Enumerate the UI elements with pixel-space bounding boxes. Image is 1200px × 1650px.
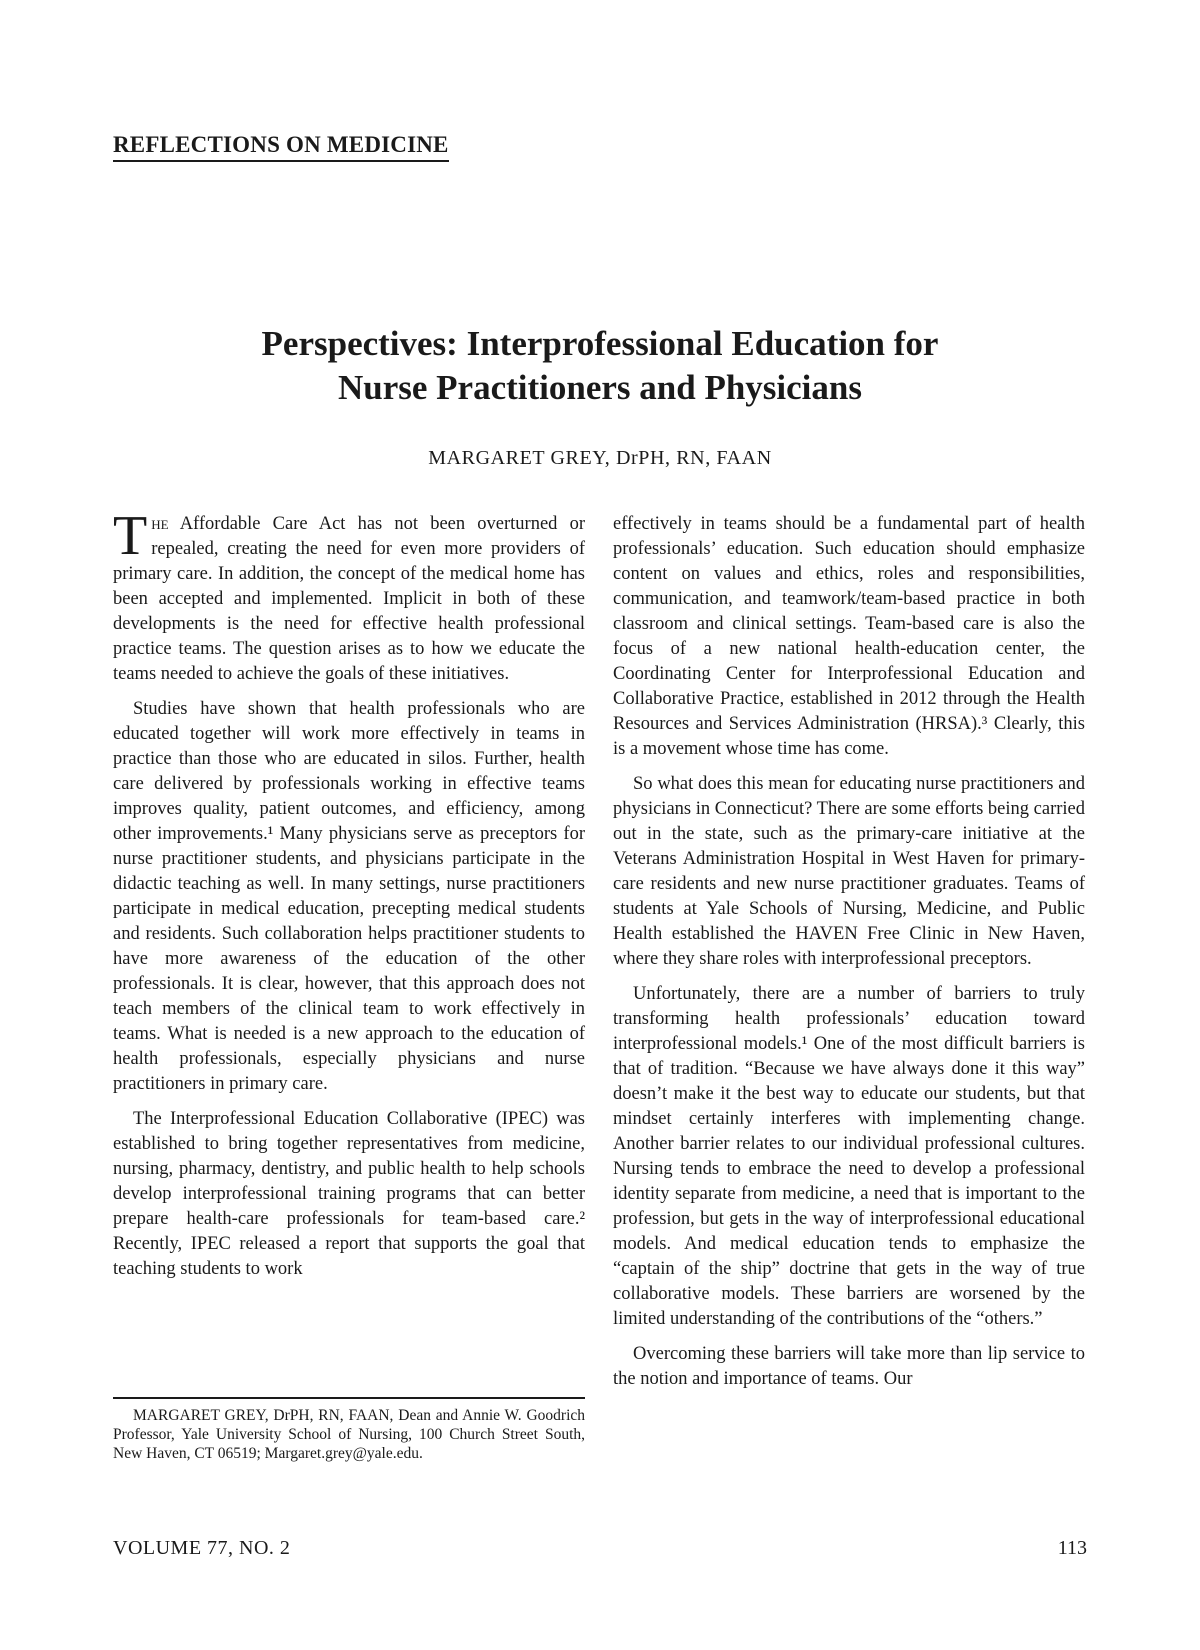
section-label: REFLECTIONS ON MEDICINE [113,132,449,162]
paragraph: Overcoming these barriers will take more than lip service to the notion and importance of teams. Our [613,1344,1085,1389]
paragraph-text: Affordable Care Act has not been overturned or repealed, creating the need for even more providers of primary care. In addition, the concept of the medical home has been accepted and implemented. Implicit in both of these developments is the need for effective health professional practice teams. The question arises as to how we educate the teams needed to achieve the goals of these initiatives. [113,514,585,684]
title-line-1: Perspectives: Interprofessional Education for [261,324,939,363]
footnote-divider [113,1397,585,1399]
paragraph: So what does this mean for educating nurse practitioners and physicians in Connecticut? There are some efforts being carried out in the state, such as the primary-care initiative at the Veterans Administration Hospital in West Haven for primary-care residents and new nurse practitioner graduates. Teams of students at Yale Schools of Nursing, Medicine, and Public Health established the HAVEN Free Clinic in New Haven, where they share roles with interprofessional preceptors. [613,774,1085,969]
article-title [100,322,1100,410]
page-number: 113 [1057,1537,1087,1559]
paragraph: Studies have shown that health professionals who are educated together will work more effectively in teams in practice than those who are educated in silos. Further, health care delivered by professionals working in effective teams improves quality, patient outcomes, and efficiency, among other improvements.¹ Many physicians serve as preceptors for nurse practitioner students, and physicians participate in the didactic teaching as well. In many settings, nurse practitioners participate in medical education, precepting medical students and residents. Such collaboration helps practitioner students to have more awareness of the education of the other professionals. It is clear, however, that this approach does not teach members of the clinical team to work effectively in teams. What is needed is a new approach to the education of health professionals, especially physicians and nurse practitioners in primary care. [113,699,585,1094]
paragraph: effectively in teams should be a fundamental part of health professionals’ education. Such education should emphasize content on values and ethics, roles and responsibilities, communication, and teamwork/team-based practice in both classroom and clinical settings. Team-based care is also the focus of a new national health-education center, the Coordinating Center for Interprofessional Education and Collaborative Practice, established in 2012 through the Health Resources and Services Administration (HRSA).³ Clearly, this is a movement whose time has come. [613,514,1085,759]
author-byline: MARGARET GREY, DrPH, RN, FAAN [428,447,772,469]
paragraph: Unfortunately, there are a number of barriers to truly transforming health professionals’ education toward interprofessional models.¹ One of the most difficult barriers is that of tradition. “Because we have always done it this way” doesn’t make it the best way to educate our students, but that mindset certainly interferes with implementing change. Another barrier relates to our individual professional cultures. Nursing tends to embrace the need to develop a professional identity separate from medicine, a need that is important to the profession, but gets in the way of interprofessional educational models. And medical education tends to emphasize the “captain of the ship” doctrine that gets in the way of true collaborative models. These barriers are worsened by the limited understanding of the contributions of the “others.” [613,984,1085,1329]
volume-info: VOLUME 77, NO. 2 [113,1537,291,1559]
paragraph [113,505,585,687]
drop-cap: T [113,505,148,567]
paragraph: The Interprofessional Education Collaborative (IPEC) was established to bring together representatives from medicine, nursing, pharmacy, dentistry, and public health to help schools develop interprofessional training programs that can better prepare health-care professionals for team-based care.² Recently, IPEC released a report that supports the goal that teaching students to work [113,1109,585,1279]
left-column [113,505,585,1292]
author-footnote: MARGARET GREY, DrPH, RN, FAAN, Dean and Annie W. Goodrich Professor, Yale University School of Nursing, 100 Church Street South, New Haven, CT 06519; Margaret.grey@yale.edu. [113,1407,585,1462]
title-line-2: Nurse Practitioners and Physicians [337,368,862,407]
right-column [613,512,1085,1402]
lead-smallcaps: he [151,514,169,534]
